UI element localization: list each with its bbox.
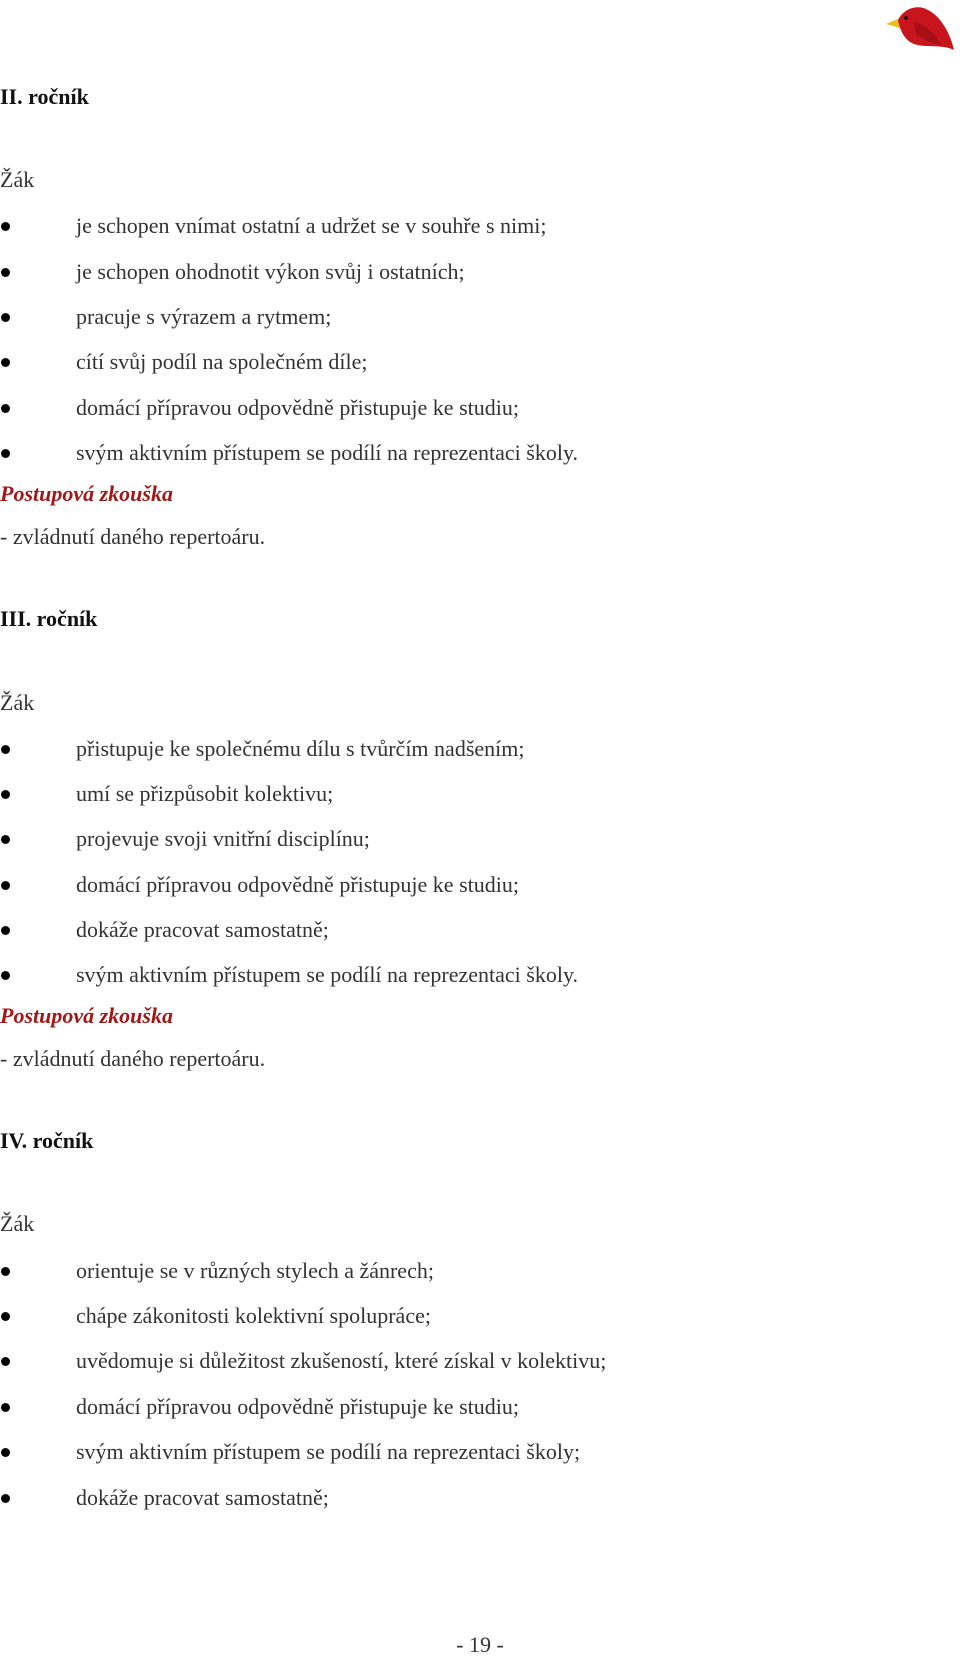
list-item — [0, 304, 900, 330]
list-item — [0, 213, 900, 239]
bullet-icon — [1, 790, 10, 799]
bullet-icon — [1, 835, 10, 844]
bullet-icon — [1, 313, 10, 322]
list-item-text: domácí přípravou odpovědně přistupuje ke studiu; — [76, 1394, 519, 1419]
list-item-text: umí se přizpůsobit kolektivu; — [76, 781, 334, 806]
bullet-icon — [1, 404, 10, 413]
list-item-text: cítí svůj podíl na společném díle; — [76, 349, 368, 374]
list-item-text: domácí přípravou odpovědně přistupuje ke studiu; — [76, 395, 519, 420]
list-item-text: uvědomuje si důležitost zkušeností, které získal v kolektivu; — [76, 1348, 607, 1373]
list-item — [0, 917, 900, 943]
list-item-text: svým aktivním přístupem se podílí na reprezentaci školy. — [76, 440, 579, 465]
bullet-icon — [1, 1357, 10, 1366]
list-item — [0, 1394, 900, 1420]
list-item-text: přistupuje ke společnému dílu s tvůrčím nadšením; — [76, 736, 525, 761]
list-item — [0, 440, 900, 466]
list-item — [0, 259, 900, 285]
list-item — [0, 1258, 900, 1284]
list-item — [0, 736, 900, 762]
list-item-text: orientuje se v různých stylech a žánrech; — [76, 1258, 434, 1283]
section-heading: II. ročník — [0, 84, 89, 109]
list-item — [0, 962, 900, 988]
student-label: Žák — [0, 690, 35, 715]
list-item-text: chápe zákonitosti kolektivní spolupráce; — [76, 1303, 431, 1328]
list-item-text: svým aktivním přístupem se podílí na reprezentaci školy. — [76, 962, 579, 987]
list-item — [0, 349, 900, 375]
bullet-icon — [1, 358, 10, 367]
page-number: - 19 - — [456, 1632, 504, 1657]
bullet-icon — [1, 1448, 10, 1457]
bullet-icon — [1, 449, 10, 458]
list-item-text: dokáže pracovat samostatně; — [76, 1485, 329, 1510]
list-item — [0, 1303, 900, 1329]
list-item-text: domácí přípravou odpovědně přistupuje ke studiu; — [76, 872, 519, 897]
list-item — [0, 395, 900, 421]
list-item — [0, 872, 900, 898]
list-item-text: dokáže pracovat samostatně; — [76, 917, 329, 942]
list-item — [0, 1439, 900, 1465]
list-item — [0, 781, 900, 807]
bullet-icon — [1, 222, 10, 231]
list-item — [0, 1348, 900, 1374]
exam-title: Postupová zkouška — [0, 481, 173, 506]
list-item-text: je schopen ohodnotit výkon svůj i ostatních; — [76, 259, 465, 284]
student-label: Žák — [0, 1211, 35, 1236]
list-item-text: pracuje s výrazem a rytmem; — [76, 304, 332, 329]
list-item — [0, 1485, 900, 1511]
list-item-text: je schopen vnímat ostatní a udržet se v souhře s nimi; — [76, 213, 547, 238]
list-item-text: svým aktivním přístupem se podílí na reprezentaci školy; — [76, 1439, 581, 1464]
section-heading: III. ročník — [0, 606, 98, 631]
bullet-icon — [1, 1494, 10, 1503]
bullet-icon — [1, 1267, 10, 1276]
bullet-icon — [1, 926, 10, 935]
red-bird-logo-icon — [884, 4, 956, 54]
bullet-icon — [1, 971, 10, 980]
bullet-icon — [1, 1312, 10, 1321]
exam-title: Postupová zkouška — [0, 1003, 173, 1028]
exam-text: - zvládnutí daného repertoáru. — [0, 1046, 266, 1071]
bullet-icon — [1, 745, 10, 754]
bullet-icon — [1, 881, 10, 890]
section-heading: IV. ročník — [0, 1128, 94, 1153]
list-item — [0, 826, 900, 852]
bullet-icon — [1, 1403, 10, 1412]
student-label: Žák — [0, 167, 35, 192]
bullet-icon — [1, 268, 10, 277]
list-item-text: projevuje svoji vnitřní disciplínu; — [76, 826, 370, 851]
exam-text: - zvládnutí daného repertoáru. — [0, 524, 266, 549]
